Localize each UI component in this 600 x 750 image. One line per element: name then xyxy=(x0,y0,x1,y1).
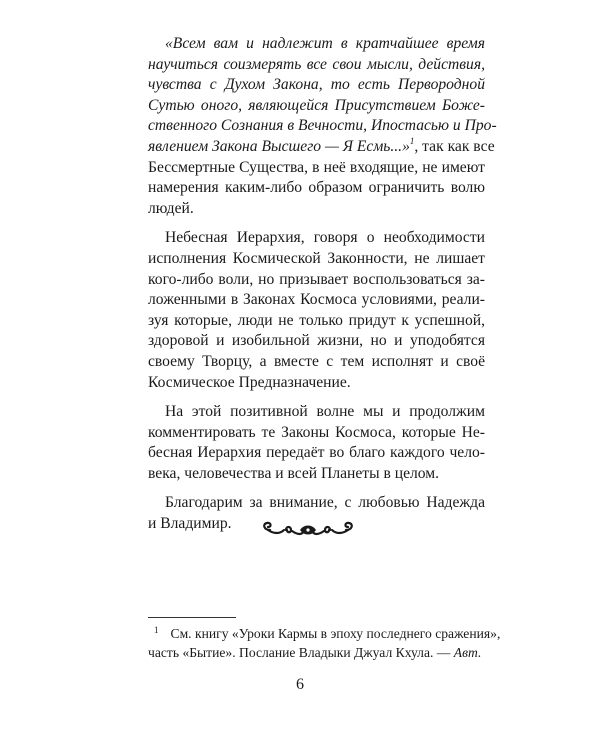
paragraph-quote xyxy=(148,34,497,219)
text-line: На этой позитивной волне мы и продолжим xyxy=(165,403,485,421)
text-line: здоровой и изобильной жизни, но и уподобятся xyxy=(148,332,485,350)
text-line: научиться соизмерять все свои мысли, действия, xyxy=(148,55,485,73)
scroll-ornament-icon xyxy=(256,515,360,545)
text-line: зуя которые, люди не только придут к успешной, xyxy=(148,311,485,329)
paragraph xyxy=(148,228,485,393)
text-line: Небесная Иерархия, говоря о необходимости xyxy=(165,229,485,247)
footnote-marker: 1 xyxy=(154,625,159,635)
text-line: ственного Сознания в Вечности, Ипостасью и Про- xyxy=(148,117,497,135)
text-line: «Всем вам и надлежит в кратчайшее время xyxy=(165,35,485,52)
footnote-divider xyxy=(148,617,236,618)
text-line: Сутью оного, являющейся Присутствием Боже- xyxy=(148,96,485,114)
text-line: своему Творцу, а вместе с тем исполнят и своё xyxy=(148,352,485,370)
text-line: людей. xyxy=(148,199,194,217)
text-line: ложенными в Законах Космоса условиями, реали- xyxy=(148,291,485,309)
footnote xyxy=(148,624,501,662)
text-line: века, человечества и всей Планеты в целом. xyxy=(148,464,440,482)
text-line: исполнения Космической Законности, не лишает xyxy=(148,249,485,267)
footnote-reference: 1 xyxy=(409,135,415,146)
paragraph xyxy=(148,402,485,484)
text-line: кого-либо воли, но призывает воспользоваться за- xyxy=(148,270,485,288)
text-line: намерения каким-либо образом ограничить волю xyxy=(148,179,485,197)
footnote-line: часть «Бытие». Послание Владыки Джуал Кхула. — Авт. xyxy=(148,645,482,660)
text-line: явлением Закона Высшего — Я Есмь...»$^1$, так как все xyxy=(148,135,495,155)
page-number: 6 xyxy=(296,676,304,693)
text-line: и Владимир. xyxy=(148,515,232,533)
text-line: бесная Иерархия передаёт во благо каждого чело- xyxy=(148,444,485,462)
text-line: Благодарим за внимание, с любовью Надежда xyxy=(165,494,485,512)
text-line: комментировать те Законы Космоса, которые Не- xyxy=(148,423,485,441)
text-line: Космическое Предназначение. xyxy=(148,373,351,391)
footnote-line: $^1$ См. книгу «Уроки Кармы в эпоху последнего сражения», xyxy=(154,625,501,641)
text-line: Бессмертные Существа, в неё входящие, не имеют xyxy=(148,158,485,176)
main-text xyxy=(148,34,497,535)
text-line: чувства с Духом Закона, то есть Первородной xyxy=(148,76,485,94)
